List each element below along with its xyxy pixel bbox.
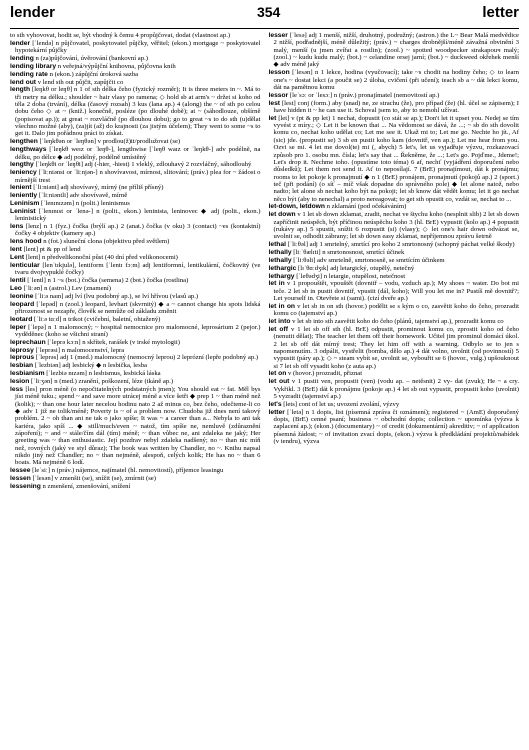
entry-definition: [ˈliːʒən] n (med.) zranění, poškození, léze (tkáně ap.): [31, 377, 174, 385]
dictionary-entry: [10, 138, 261, 145]
dictionary-entry: [269, 92, 520, 99]
entry-definition: [lɪˈθɑːdʒɪk] adj letargický, otupělý, netečný: [298, 264, 415, 272]
dictionary-entry: [10, 285, 261, 292]
entry-headword: lending rate: [10, 70, 48, 78]
entry-definition: [lent] n předvelikonoční půst (40 dní před velikonocemi): [25, 253, 178, 261]
dictionary-entry: [10, 316, 261, 323]
dictionary-entry: [10, 223, 261, 238]
entry-definition: v 1 let sb off sth (hl. BrE) odpustit, prominout komu co, zprostit koho od čeho (nenutit dělat); The teacher let them off their homework. Učitel jim prominul domácí úkol. 2 let sb off dát mírný trest; They let him off with a warning. Odbylo se to jen s napomenutím. 3 odpálit, vystřelit (bomba, dělo ap.) 4 dát volno, uvolnit (od povinností) 5 vypustit (páry ap.); ◇ ~ steam vybít se, uvolnit se, vybouřit se 6 (hovor., vulg.) upšouknout si 7 let sb off vysadit koho (z auta ap.): [273, 325, 519, 370]
dictionary-entry: [10, 146, 261, 161]
entry-headword: lens: [10, 223, 24, 231]
entry-headword: lenient: [10, 184, 32, 192]
entry-headword: lenticular: [10, 261, 40, 269]
entry-headword: lengthen: [10, 138, 38, 146]
dictionary-entry: [10, 467, 261, 474]
entry-definition: v 1 propouštět, vpouštět (dovnitř – vodu, vzduch ap.); My shoes ~ water. Do bot mi teče. 2 let sb in pustit dovnitř, vpustit (dál, koho); Will you let me in? Pustíš mě dovnitř?; Let yourself in. Otevřete si (sami). (cizí dveře ap.): [273, 280, 519, 303]
entry-definition: [lenˈtɪkjulə], lentiform [ˈlentɪ fɔːm] adj lentiformní, lentikulární, čočkovitý (ve tvaru dvojvypuklé čočky): [15, 261, 261, 277]
dictionary-entry: [10, 293, 261, 300]
entry-definition: [les] pron méně (o nepočitatelných podstatných jmen); You should eat ~ fat. Měl bys jíst méně tuku.; spend ~ and save more utrácej méně a více šetři ◆ prep 1 ~ than méně než (kolik); ~ than one hour later necelou hodinu nato 2 až minus co, bez čeho, odečteme-li co ◆ adv 1 již ne tolik/méně; Poverty is ~ of a problem now. Chudoba již dnes není takový problém. 2 ~ oh than ani ne tak o jako spíše; It was ~ a career than a... Nebyla to ani tak kariéra, jako spíš ... ◆ still/much/even ~ natož, tím spíše ne, nemluvě (zdůraznění zápoření); ~ and ~ stále/čím dál (tím) méně; ~ than vůbec ne, ani zdaleka ne jaký; Her greeting was ~ than enthusiastic. Její pozdrav nebyl zdaleka nadšený; no ~ than nic míň než, rovných (jaký ve styl důraz); The book was written by Chandler, no ~. Knihu napsal nikdo jiný než Chandler; no ~ than nejméně, alespoň, celých kolik; He has no ~ than 6 boats. Má nejméně 6 lodí.: [15, 385, 261, 467]
entry-definition: [ˈliːəʊ] n (astrol.) Lev (znamení): [23, 284, 111, 292]
entry-headword: let: [268, 114, 277, 122]
dictionary-entry: [10, 32, 261, 39]
entry-definition: [lest] conj (form.) aby (snad) ne, ze strachu (že), pro případ (že) (hl. účel se zápisem); I have hidden it ~ he can use it. Schoval jsem to, aby to nemohl užívat.: [273, 99, 519, 114]
dictionary-entry: [269, 265, 520, 272]
dictionary-entry: [269, 273, 520, 280]
right-column: [269, 32, 520, 746]
dictionary-entry: [10, 184, 261, 191]
entry-definition: [ˈliːθəl] adj 1 smrtelný, smrtící pro koho 2 smrtonosný (schopný páchat velké škody): [287, 241, 515, 249]
dictionary-entry: [269, 257, 520, 264]
entry-definition: [ˈliːθəli] adv smrtelně, smrtonosně, se smrtícím účinkem: [293, 256, 445, 264]
entry-headword: let out: [268, 378, 290, 386]
entry-definition: v let sb into sth zasvětit koho do čeho (plánů, tajemství ap.), prozradit komu co: [292, 318, 504, 326]
dictionary-entry: [10, 192, 261, 199]
entry-definition: n zmenšení, zmenšování, snížení: [42, 482, 131, 490]
dictionary-entry: [10, 362, 261, 369]
entry-headword: let in: [268, 280, 285, 288]
entry-definition: [lenz] n 1 (fyz.) čočka (brýlí ap.) 2 (anat.) čočka (v oku) 3 (contact) ~es (kontaktní) čočky 4 objektiv (kamery ap.): [15, 223, 261, 238]
entry-definition: [leˈsɔː or ˈlesɔː] n (práv.) pronajímatel (nemovitostí ap.): [289, 91, 440, 99]
entry-definition: to sth vyhovovat, hodit se, být vhodný k čemu 4 propůjčovat, dodat (vlastnost ap.): [10, 32, 231, 39]
dictionary-entry: [10, 79, 261, 86]
entry-headword: lent: [10, 246, 22, 254]
dictionary-entry: [10, 200, 261, 207]
entry-headword: lessee: [10, 467, 31, 475]
entry-definition: [lent] pt & pp of lend: [23, 246, 81, 254]
entry-definition: [ˈleŋkθən or ˈleŋθən] v prodlou(ž)it/prodlužovat (se): [39, 138, 181, 146]
dictionary-entry: [10, 161, 261, 168]
entry-headword: lend out: [10, 78, 37, 86]
entry-definition: v let sb in on sth (hovor.) podělit se s kým o co, zasvětit koho do čeho, prozradit komu co (tajemství ap.): [273, 302, 519, 318]
entry-definition: [ˈlezbiə nɪzəm] n lesbismus, lesbická láska: [46, 370, 161, 378]
entry-definition: n zklamání (pod očekáváním): [326, 203, 407, 211]
left-column: [10, 32, 261, 746]
entry-headword: leprous: [10, 354, 35, 362]
entry-definition: [ˈlentl] n 1 ~s (bot.) čočka (semena) 2 (bot.) čočka (rostlina): [27, 277, 189, 284]
entry-definition: [ˈleθədʒi] n letargie, otupělost, netečnost: [296, 272, 406, 280]
left-guide-word: lender: [10, 4, 56, 21]
dictionary-entry: [10, 378, 261, 385]
entry-headword: lentil: [10, 277, 26, 284]
entry-definition: [ˈliːniənt] adj shovívavý, mírný (ne příliš přísný): [33, 184, 164, 192]
entry-headword: lengthy: [10, 161, 34, 169]
dictionary-entry: [10, 40, 261, 55]
dictionary-entry: [10, 63, 261, 70]
entry-headword: lethal: [268, 241, 286, 249]
dictionary-entry: [269, 303, 520, 318]
entry-definition: [ˈliːniənsi or ˈliːnjən-] n shovívavost, mírnost, slitování; (práv.) plea for ~ žádost o mírnější trest: [15, 169, 261, 184]
entry-definition: v 1 pustit ven, propustit (ven) (vodu ap. – netěsnit) 2 vy- dat (zvuk); He ~ a cry. Vykřikl. 3 (BrE) dát k pronájmu (pokoje ap.) 4 let sb out vypustit, propustit koho (uvolnit) 5 vyzradit (tajemství ap.): [273, 378, 519, 400]
entry-headword: Lent: [10, 253, 25, 261]
entry-definition: [lets] cont of let us; uvození zvolání, výzvy: [283, 400, 400, 408]
entry-headword: Leo: [10, 284, 22, 292]
entry-headword: leniently: [10, 192, 38, 200]
entry-definition: n (za)půjčování, úvěrování (bankovní ap.): [35, 55, 148, 63]
entry-headword: lest: [268, 99, 281, 107]
entry-headword: lessen: [10, 474, 31, 482]
entry-headword: leotard: [10, 315, 33, 323]
right-guide-word: letter: [482, 4, 519, 21]
dictionary-entry: [10, 347, 261, 354]
entry-headword: let on: [268, 370, 287, 378]
entry-definition: [ˈleprəsi] n malomocenství, lepra: [35, 346, 125, 354]
dictionary-entry: [10, 238, 261, 245]
entry-headword: lethargic: [268, 264, 297, 272]
entry-headword: let off: [268, 325, 288, 333]
dictionary-entry: [10, 386, 261, 467]
dictionary-entry: [269, 409, 520, 446]
dictionary-entry: [269, 378, 520, 400]
entry-headword: lessor: [268, 91, 289, 99]
dictionary-entry: [10, 169, 261, 184]
dictionary-entry: [269, 100, 520, 115]
entry-definition: n veřejná/výpůjční knihovna, půjčovna knih: [57, 62, 176, 70]
dictionary-entry: [10, 86, 261, 137]
entry-definition: [leŋkθ or leŋθ] n 1 of sth délka čeho (fyzický rozměr); It is three meters in ~. Má to tři metry na délku.; shoulder ~ hair vlasy po ramena; ◇ hold sb at arm's ~ držet si koho od těla 2 doba (trvání), délka (časový rozsah) 3 kus (lana ap.) 4 (along) the ~ of sth po celou dobu čeho ◇ at ~ (kniž.) konečně, posléze (po dlouhé době); at ~ (sáhodlouze, obšírně (popisovat ap.)); at great ~ rozvláčně (po dlouhou dobu); go to great ~s to do sth (u)dělat všechno možné (aby), (za)jít (až) do krajnosti (za jistým účelem); They went to some ~s to get it. Dalo jim pořádnou práci to získat.: [15, 86, 261, 138]
entry-definition: [ˈleprəs] adj 1 (med.) malomocný (nemocný leprou) 2 leprózní (lepře podobný ap.): [35, 354, 259, 362]
entry-headword: leprechaun: [10, 338, 46, 346]
dictionary-entry: [269, 241, 520, 248]
entry-headword: length: [10, 86, 31, 94]
dictionary-entry: [10, 354, 261, 361]
entry-headword: let's: [268, 400, 282, 408]
entry-headword: lesbianism: [10, 370, 45, 378]
entry-definition: [leˈsiː] n (práv.) nájemce, najímatel (hl. nemovitostí), příjemce leasingu: [32, 467, 224, 475]
entry-definition: n (ekon.) zápůjční úroková sazba: [49, 70, 139, 78]
entry-headword: lesson: [268, 69, 290, 77]
dictionary-entry: [10, 208, 261, 223]
entry-headword: lens hood: [10, 238, 42, 246]
entry-definition: [ˈlezbiən] adj lesbický ◆ n lesbička, lesba: [34, 362, 148, 370]
dictionary-entry: [269, 249, 520, 256]
entry-headword: lender: [10, 39, 31, 47]
entry-headword: lessening: [10, 482, 41, 490]
entry-definition: [liːˈθælɪti] n smrtonosnost, smrtící účinek: [293, 248, 405, 256]
entry-definition: n (fot.) sluneční clona (objektivu před světlem): [43, 238, 170, 246]
entry-columns: [10, 32, 519, 746]
dictionary-entry: [10, 324, 261, 339]
entry-definition: [let] v (pt & pp let) 1 nechat, dopustit (co stát se ap.); Don't let it upset you. Nedej se tím vyvést z míry.; ◇ Let it be known that ... Na vědomost se dává, že ...; ~ sb do sth dovolit komu co, nechat koho udělat co; Let me see it. Ukaž mi to; Let me go. Nechte ho jít., Af (sic) jde. (propustit se) 3 sb en pustit koho kam (dovnitř, ven ap.); Let me hear from you. Ozvi se mi. 4 let me dovol(te) mi (, abych) 5 let's, let us vyjadřuje výzvu, rozkazovací způsob pro 1. osobu mn. čísla; let's say that ... Řekněme, že ...; Let's go. Pojďme., Jdeme!; Let's drop it. Nechme toho. (opustíme toto téma) 6 af, nechť (vyjádření doporučení nebo důsledků); Let them not send it. Ať to neposílají. 7 (BrE) pronajímout, dát k pronájmu; rooms to let pokoje k pronajmutí ◆ n 1 (BrE) pronájem, pronajmutí (pokojů ap.) 2 (sport.) teč (při podání) (o síť – míč však dopadne do správného pole) ◆ let alone natož, nebo nadto; let alone sb nechat koho být na pokoji; let sb know dát vědět komu; let it go nechat něco být (aby to nenechal) a proto nereagovat; to get sth opustit co, vzdát se, nechat to ...: [273, 114, 519, 203]
entry-headword: let in on: [268, 302, 296, 310]
entry-definition: v (hovor.) prozradit, přiznat: [288, 370, 363, 378]
entry-definition: [ˈliːə naɪn] adj lví (lvu podobný ap.), se lví hřívou (vlasů ap.): [35, 292, 199, 300]
entry-headword: let down: [268, 211, 296, 219]
entry-headword: leonine: [10, 292, 34, 300]
entry-headword: lethally: [268, 248, 292, 256]
entry-headword: lesser: [268, 32, 288, 39]
entry-definition: [ˈlenɪnɪst or ˈlenə-] n (polit., ekon.) leninista, leninovec ◆ adj (polit., ekon.) leninistický: [15, 207, 261, 223]
entry-definition: [ˈlepə] n 1 malomocný; ~ hospital nemocnice pro malomocné, leprosárium 2 (pejor.) vyděděnec (koho se všichni straní): [15, 323, 261, 338]
dictionary-entry: [269, 401, 520, 408]
dictionary-entry: [10, 277, 261, 284]
entry-definition: v lend sth out půjčit, zapůjčit co: [37, 78, 124, 86]
entry-headword: lesion: [10, 377, 30, 385]
entry-headword: let-down, letdown: [268, 203, 325, 211]
dictionary-entry: [269, 69, 520, 91]
dictionary-entry: [269, 203, 520, 210]
dictionary-entry: [10, 339, 261, 346]
entry-definition: [ˈlesən] n 1 lekce, hodina (vyučovací); take ~s chodit na hodiny čeho; ◇ to learn one's ~ dostat lekci (a poučit se) 2 úloha, cvičení (při učení); teach sb a ~ dát lekci komu, dát na pamětnou komu: [273, 69, 519, 91]
entry-headword: lending: [10, 55, 34, 63]
entry-headword: lesbian: [10, 362, 34, 370]
entry-headword: lengthways: [10, 146, 47, 154]
dictionary-entry: [10, 55, 261, 62]
entry-definition: [ˈlesən] v zmenšit (se), snížit (se), zmírnit (se): [32, 474, 156, 482]
dictionary-entry: [10, 301, 261, 316]
dictionary-entry: [269, 115, 520, 203]
entry-headword: leper: [10, 323, 26, 331]
page-number: 354: [256, 4, 281, 20]
entry-headword: Leninism: [10, 200, 40, 208]
dictionary-entry: [269, 32, 520, 69]
entry-definition: [ˈlesə] adj 1 menší, nižší, druhotný, podružný; (astron.) the L~ Bear Malá medvědice 2 nižší, podřadnější, méně důležitý; (práv.) ~ charges drobnější/méně závažná obvinění 3 malý, menší (u jmen zvířat a rostlin); (zool.) ~ spotted woodpecker strakapouч malý; (zool.) ~ kudu kudu malý; (bot.) ~ celandine orsej jarní; (bot.) ~ duckweed okřehek menší ◆ adv méně jaký: [273, 32, 519, 69]
entry-headword: let into: [268, 318, 291, 326]
entry-headword: leprosy: [10, 346, 34, 354]
entry-headword: lending library: [10, 62, 57, 70]
entry-headword: less: [10, 385, 24, 393]
entry-definition: v 1 let sb down zklamat, zradit, nechat ve štychu koho (nesplnit slib) 2 let sb down zapříčinit neúspěch, být příčinou neúspěchu koho 3 (hl. BrE) vypustit (kolo ap.) 4 popustit (rukávy ap.) 5 spustit, snížit 6 rozpustit (si) (vlasy); ◇ let one's hair down odvázat se, uvolnit se, odhodit zábrany; let sb down easy zklamat, nepříjemnou zprávu šetrně: [273, 211, 519, 241]
entry-definition: [ˈleprə kɔːn] n skřítek, rarášek (v irské mytologii): [47, 338, 180, 346]
entry-headword: leniency: [10, 169, 37, 177]
dictionary-entry: [10, 475, 261, 482]
dictionary-entry: [10, 262, 261, 277]
entry-headword: letter: [268, 408, 285, 416]
dictionary-entry: [269, 326, 520, 370]
dictionary-entry: [10, 71, 261, 78]
dictionary-entry: [269, 318, 520, 325]
entry-definition: [ˈlendə] n půjčovatel, poskytovatel půjčky, věřitel; (ekon.) mortgage ~ poskytovatel hypotekární půjčky: [15, 39, 261, 55]
dictionary-entry: [269, 211, 520, 240]
entry-definition: [ˈliːə tɑːd] n trikot (cvičební, baletní, ohtažený): [33, 315, 161, 323]
entry-headword: leopard: [10, 300, 35, 308]
entry-definition: [ˈliːniəntli] adv shovívavě, mírně: [38, 192, 128, 200]
entry-definition: [ˈlepəd] n (zool.) leopard, levhart (skvrnitý) ◆ a ~ cannot change his spots lidská přirozenost se nezapře, člověk se nemůže od základu změnit: [15, 300, 261, 315]
dictionary-entry: [10, 483, 261, 490]
dictionary-entry: [269, 280, 520, 302]
entry-headword: Leninist: [10, 207, 36, 215]
dictionary-entry: [10, 246, 261, 253]
dictionary-entry: [269, 370, 520, 377]
entry-definition: [ˈleŋkθi or ˈleŋθi] adj (-hier, -hiest) 1 vleklý, zdlouhavý 2 rozvláčný, sáhodlouhý: [35, 161, 252, 169]
dictionary-entry: [10, 370, 261, 377]
page-header: [10, 4, 519, 29]
dictionary-entry: [10, 254, 261, 261]
entry-headword: lethally: [268, 256, 292, 264]
entry-definition: [ˈlenɪnɪzəm] n (polit.) leninismus: [41, 200, 130, 208]
entry-headword: lethargy: [268, 272, 295, 280]
entry-definition: [ˈleŋkθ weɪz or ˈleŋθ-], lengthwise [ˈleŋθ waɪz or ˈleŋkθ-] adv podélně, na délku, po délce ◆ adj podélný, podélně umístěný: [15, 146, 261, 161]
entry-definition: [ˈletə] n 1 dopis, list (písemná zpráva či oznámení); registered ~ (AmE) doporučený dopis, (BrE) cenné psaní; business ~ obchodní dopis; collection ~ upomínka (výzva k zaplacení ap.); (ekon.) (documentary) ~ of credit (dokumentární) akreditiv; ~ of application písemná žádost; ~ of invitation zvací dopis, (ekon.) výzva k předkládání projektů/nabídek (v tendru), výzva: [273, 408, 519, 446]
